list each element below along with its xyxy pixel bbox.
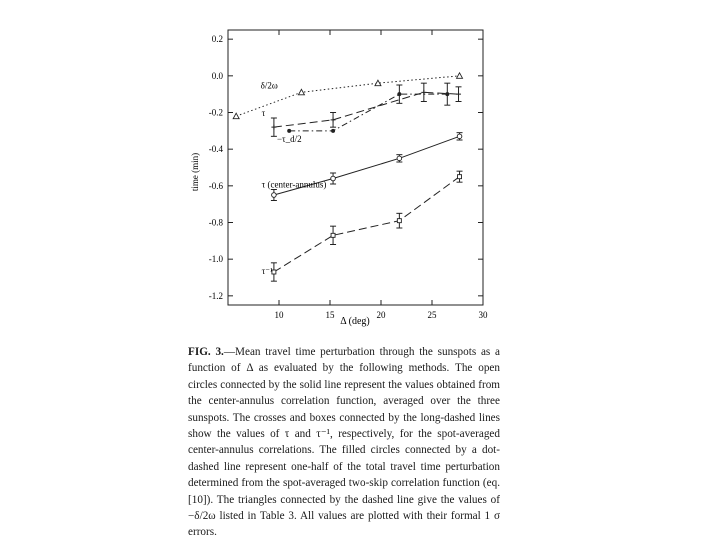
series-label: τ (center-annulus) <box>261 179 327 190</box>
data-point <box>233 113 239 119</box>
series-triangle <box>233 73 462 119</box>
data-point <box>287 129 291 133</box>
y-tick-label: -1.0 <box>208 254 223 265</box>
x-tick-label: 10 <box>274 310 284 320</box>
data-point <box>298 89 304 95</box>
data-point <box>421 90 426 95</box>
axis-ticks <box>209 30 488 320</box>
y-tick-label: 0.0 <box>211 70 223 81</box>
y-tick-label: -0.8 <box>208 217 223 228</box>
data-point <box>457 73 463 79</box>
data-point <box>445 92 449 96</box>
data-point <box>272 193 277 198</box>
caption-text: —Mean travel time perturbation through the sunspots as a function of Δ as evaluated by the following methods. The open circles connected by the solid line represent the values obtained from the center-annulus correlation function, averaged over the three sunspots. The crosses and boxes connected by the long-dashed lines show the values of τ and τ⁻¹, respectively, for the spot-averaged center-annulus correlations. The filled circles connected by a dot-dashed line represent one-half of the total travel time perturbation determined from the spot-averaged two-skip correlation function (eq. [10]). The triangles connected by the dashed line give the values of −δ/2ω listed in Table 3. All values are plotted with their formal 1 σ errors. <box>188 346 500 539</box>
series-line <box>274 92 459 127</box>
series-label: δ/2ω <box>260 80 278 91</box>
data-point <box>331 129 335 133</box>
series-layer <box>233 73 462 281</box>
y-tick-label: -1.2 <box>208 290 223 301</box>
series-line <box>274 177 460 272</box>
data-point <box>331 176 336 181</box>
data-point <box>331 233 335 237</box>
data-point <box>397 219 401 223</box>
figure-caption <box>188 344 500 541</box>
data-point <box>331 117 336 122</box>
x-tick-label: 20 <box>376 310 386 320</box>
travel-time-chart <box>180 12 510 337</box>
y-tick-label: 0.2 <box>211 34 223 45</box>
data-point <box>457 134 462 139</box>
x-axis-label: Δ (deg) <box>340 316 370 327</box>
series-label: τ <box>261 108 266 119</box>
data-point <box>271 125 276 130</box>
x-tick-label: 30 <box>478 310 488 320</box>
data-point <box>456 92 461 97</box>
y-axis-label: time (min) <box>190 152 200 192</box>
figure-label: FIG. 3. <box>188 346 224 358</box>
x-tick-label: 25 <box>427 310 437 320</box>
plot-frame <box>228 30 483 305</box>
data-point <box>397 92 401 96</box>
data-point <box>397 156 402 161</box>
series-label: −τ_d/2 <box>276 133 302 144</box>
series-label: τ⁻¹ <box>261 265 273 276</box>
x-tick-label: 15 <box>325 310 335 320</box>
y-tick-label: -0.2 <box>208 107 223 118</box>
series-cross <box>260 80 462 136</box>
y-tick-label: -0.6 <box>208 180 223 191</box>
y-tick-label: -0.4 <box>208 144 223 155</box>
data-point <box>458 175 462 179</box>
